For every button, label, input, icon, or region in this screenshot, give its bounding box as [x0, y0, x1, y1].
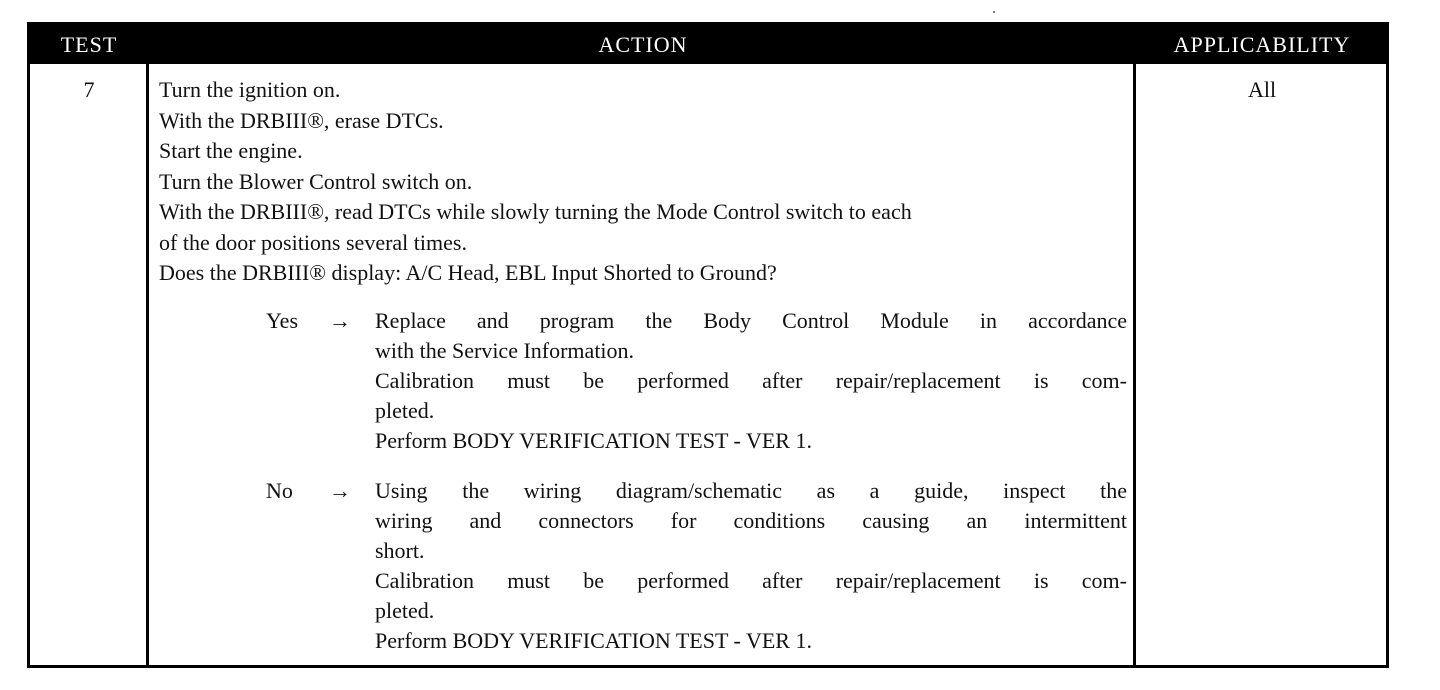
action-question: Does the DRBIII® display: A/C Head, EBL Input Shorted to Ground?: [159, 260, 777, 285]
action-step: Turn the ignition on.: [159, 77, 341, 102]
test-number: 7: [83, 77, 95, 102]
action-step: Turn the Blower Control switch on.: [159, 168, 473, 194]
applicability-value: All: [1247, 77, 1277, 102]
yes-instructions: [375, 306, 1127, 456]
header-action: ACTION: [598, 32, 688, 57]
action-step: Start the engine.: [159, 138, 303, 163]
yes-line: Perform BODY VERIFICATION TEST - VER 1.: [375, 428, 812, 453]
no-line: wiring and connectors for conditions causing an intermittent: [375, 508, 1127, 533]
table-header: [30, 25, 1386, 64]
column-divider-test: [146, 64, 149, 665]
yes-line: pleted.: [375, 398, 435, 423]
no-line: Calibration must be performed after repair/replacement is com-: [375, 568, 1127, 593]
no-line: Perform BODY VERIFICATION TEST - VER 1.: [375, 628, 812, 653]
column-divider-applicability: [1133, 64, 1136, 665]
no-label: No: [266, 478, 293, 503]
header-test: TEST: [60, 32, 118, 57]
action-step: With the DRBIII®, read DTCs while slowly turning the Mode Control switch to each: [159, 199, 912, 224]
right-arrow-icon: →: [329, 308, 351, 333]
yes-line: Calibration must be performed after repair/replacement is com-: [375, 368, 1127, 393]
action-step: of the door positions several times.: [159, 229, 467, 255]
no-instructions: [375, 476, 1127, 656]
header-applicability: APPLICABILITY: [1173, 32, 1351, 57]
action-steps: [159, 75, 1129, 289]
action-step: With the DRBIII®, erase DTCs.: [159, 107, 444, 133]
right-arrow-icon: →: [329, 478, 351, 503]
no-line: Using the wiring diagram/schematic as a guide, inspect the: [375, 478, 1127, 503]
scan-speck: [993, 11, 995, 13]
diagnostic-test-table: [27, 22, 1389, 668]
yes-line: Replace and program the Body Control Module in accordance: [375, 308, 1127, 333]
yes-line: with the Service Information.: [375, 338, 635, 363]
yes-label: Yes: [266, 308, 299, 333]
no-line: pleted.: [375, 598, 435, 623]
no-line: short.: [375, 538, 425, 563]
